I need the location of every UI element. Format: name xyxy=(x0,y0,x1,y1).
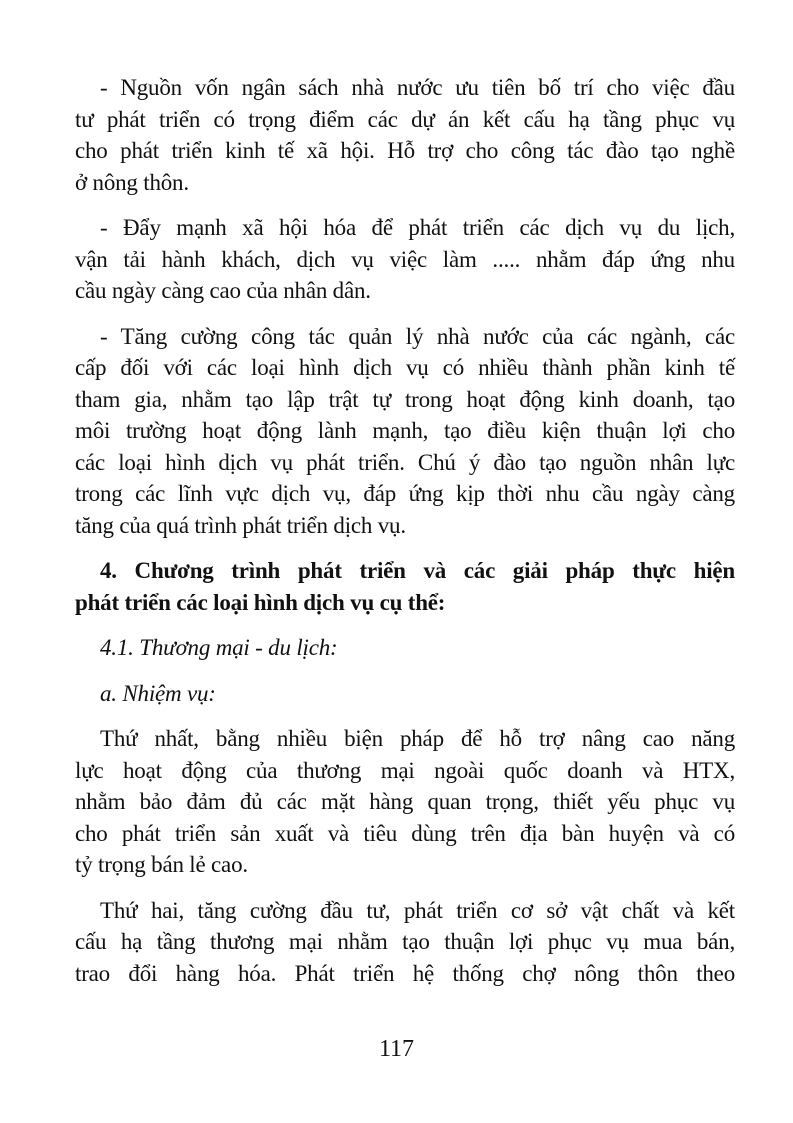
text-line: lực hoạt động của thương mại ngoài quốc doanh và HTX, xyxy=(75,757,735,783)
paragraph-first-task xyxy=(75,723,735,881)
text-line: ở nông thôn. xyxy=(75,169,189,195)
text-line: môi trường hoạt động lành mạnh, tạo điều kiện thuận lợi cho xyxy=(75,418,735,443)
page-body xyxy=(75,72,735,1003)
paragraph-state-management xyxy=(75,321,735,542)
text-line: vận tải hành khách, dịch vụ việc làm ..... nhằm đáp ứng nhu xyxy=(75,246,735,272)
text-line: cầu ngày càng cao của nhân dân. xyxy=(75,278,371,303)
task-heading xyxy=(75,678,735,710)
text-line: - Nguồn vốn ngân sách nhà nước ưu tiên bố trí cho việc đầu xyxy=(100,75,735,100)
paragraph-socialization xyxy=(75,212,735,307)
text-line: tăng của quá trình phát triển dịch vụ. xyxy=(75,512,406,538)
paragraph-second-task xyxy=(75,895,735,990)
text-line: các loại hình dịch vụ phát triển. Chú ý đào tạo nguồn nhân lực xyxy=(75,449,735,475)
text-line: cấp đối với các loại hình dịch vụ có nhiều thành phần kinh tế xyxy=(75,355,735,380)
heading-line: 4. Chương trình phát triển và các giải pháp thực hiện xyxy=(100,558,735,583)
text-line: tham gia, nhằm tạo lập trật tự trong hoạt động kinh doanh, tạo xyxy=(75,386,735,412)
text-line: cho phát triển kinh tế xã hội. Hỗ trợ cho công tác đào tạo nghề xyxy=(75,138,735,163)
text-line: trao đổi hàng hóa. Phát triển hệ thống chợ nông thôn theo xyxy=(75,960,735,986)
text-line: - Tăng cường công tác quản lý nhà nước của các ngành, các xyxy=(100,323,735,349)
subheading-line: 4.1. Thương mại - du lịch: xyxy=(100,635,338,660)
text-line: nhằm bảo đảm đủ các mặt hàng quan trọng, thiết yếu phục vụ xyxy=(75,789,735,814)
text-line: - Đẩy mạnh xã hội hóa để phát triển các dịch vụ du lịch, xyxy=(100,215,735,240)
text-line: Thứ hai, tăng cường đầu tư, phát triển cơ sở vật chất và kết xyxy=(100,897,735,923)
text-line: tư phát triển có trọng điểm các dự án kết cấu hạ tầng phục vụ xyxy=(75,106,735,132)
text-line: Thứ nhất, bằng nhiều biện pháp để hỗ trợ nâng cao năng xyxy=(100,726,735,751)
subheading-line: a. Nhiệm vụ: xyxy=(100,680,216,706)
text-line: tỷ trọng bán lẻ cao. xyxy=(75,852,248,877)
subsection-heading xyxy=(75,632,735,664)
text-line: cho phát triển sản xuất và tiêu dùng trên địa bàn huyện và có xyxy=(75,820,735,846)
section-heading xyxy=(75,555,735,618)
page-number: 117 xyxy=(378,1036,415,1062)
text-line: trong các lĩnh vực dịch vụ, đáp ứng kịp thời nhu cầu ngày càng xyxy=(75,481,735,506)
heading-line: phát triển các loại hình dịch vụ cụ thể: xyxy=(75,589,446,615)
paragraph-state-budget xyxy=(75,72,735,198)
text-line: cấu hạ tầng thương mại nhằm tạo thuận lợi phục vụ mua bán, xyxy=(75,929,735,954)
